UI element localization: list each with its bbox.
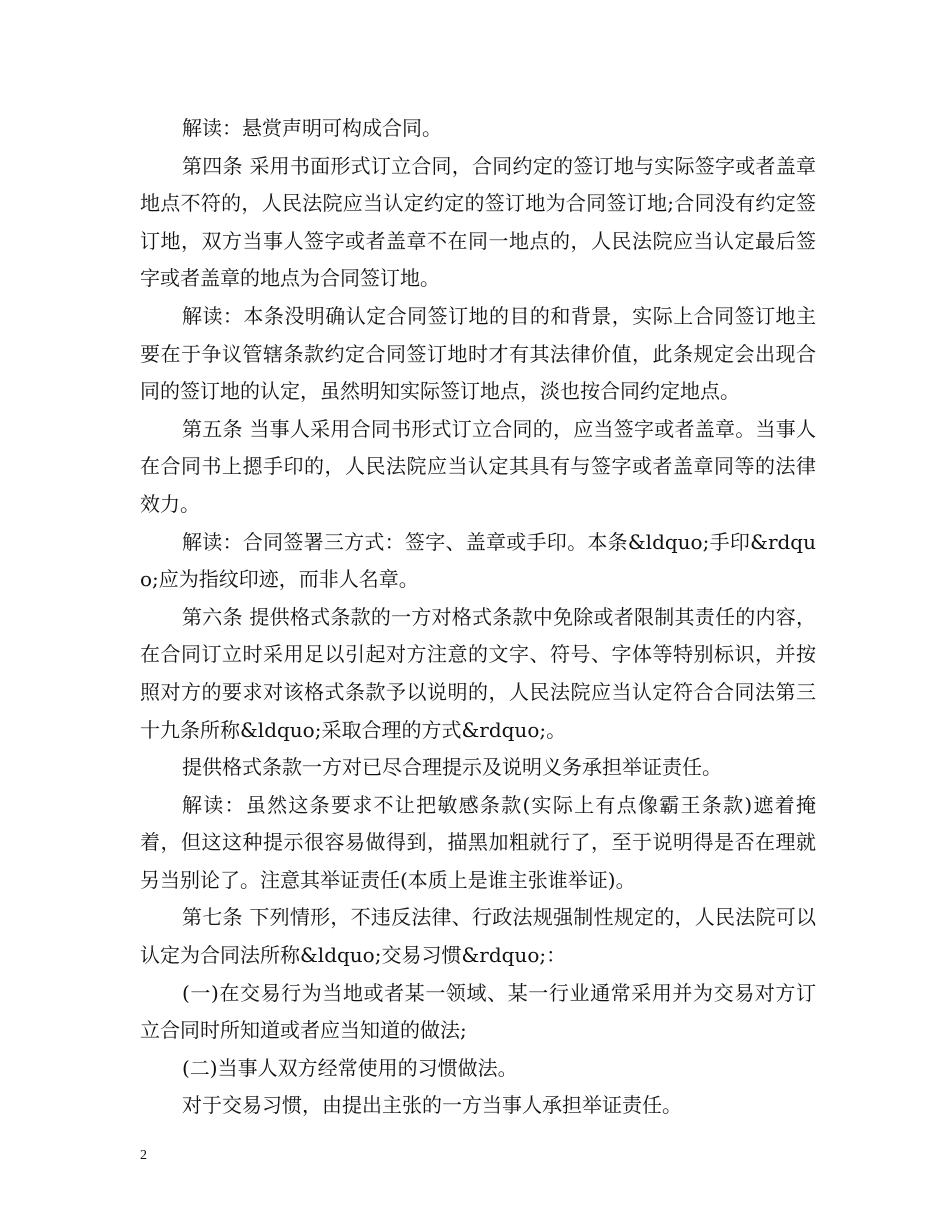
- paragraph-article-6: 第六条 提供格式条款的一方对格式条款中免除或者限制其责任的内容，在合同订立时采用足以引起对方注意的文字、符号、字体等特别标识，并按照对方的要求对该格式条款予以说明的，人民法院应当认定符合合同法第三十九条所称&ldquo;采取合理的方式&rdquo;。: [140, 604, 816, 742]
- paragraph-article-7-item-2: (二)当事人双方经常使用的习惯做法。: [182, 1055, 518, 1080]
- paragraph-article-5: 第五条 当事人采用合同书形式订立合同的，应当签字或者盖章。当事人在合同书上摁手印的，人民法院应当认定其具有与签字或者盖章同等的法律效力。: [140, 416, 816, 516]
- paragraph-article-7-burden: 对于交易习惯，由提出主张的一方当事人承担举证责任。: [182, 1093, 682, 1118]
- page-number: 2: [140, 1148, 147, 1163]
- paragraph-interpretation-article-4: 解读：本条没明确认定合同签订地的目的和背景，实际上合同签订地主要在于争议管辖条款约定合同签订地时才有其法律价值，此条规定会出现合同的签订地的认定，虽然明知实际签订地点，淡也按合同约定地点。: [140, 303, 816, 404]
- paragraph-article-6-burden: 提供格式条款一方对已尽合理提示及说明义务承担举证责任。: [182, 755, 722, 780]
- paragraph-interpretation-article-5: 解读：合同签署三方式：签字、盖章或手印。本条&ldquo;手印&rdquo;应为指纹印迹，而非人名章。: [140, 529, 816, 592]
- paragraph-interpretation-article-6: 解读：虽然这条要求不让把敏感条款(实际上有点像霸王条款)遮着掩着，但这这种提示很容易做得到，描黑加粗就行了，至于说明得是否在理就另当别论了。注意其举证责任(本质上是谁主张谁举证)。: [140, 792, 816, 892]
- paragraph-article-7-item-1: (一)在交易行为当地或者某一领域、某一行业通常采用并为交易对方订立合同时所知道或者应当知道的做法;: [140, 980, 816, 1043]
- paragraph-article-7: 第七条 下列情形，不违反法律、行政法规强制性规定的，人民法院可以认定为合同法所称&ldquo;交易习惯&rdquo;：: [140, 905, 816, 968]
- paragraph-interpretation-reward: 解读：悬赏声明可构成合同。: [182, 116, 442, 140]
- paragraph-article-4: 第四条 采用书面形式订立合同，合同约定的签订地与实际签字或者盖章地点不符的，人民法院应当认定约定的签订地为合同签订地;合同没有约定签订地，双方当事人签字或者盖章不在同一地点的，人民法院应当认定最后签字或者盖章的地点为合同签订地。: [140, 153, 816, 291]
- document-body: [140, 110, 816, 1125]
